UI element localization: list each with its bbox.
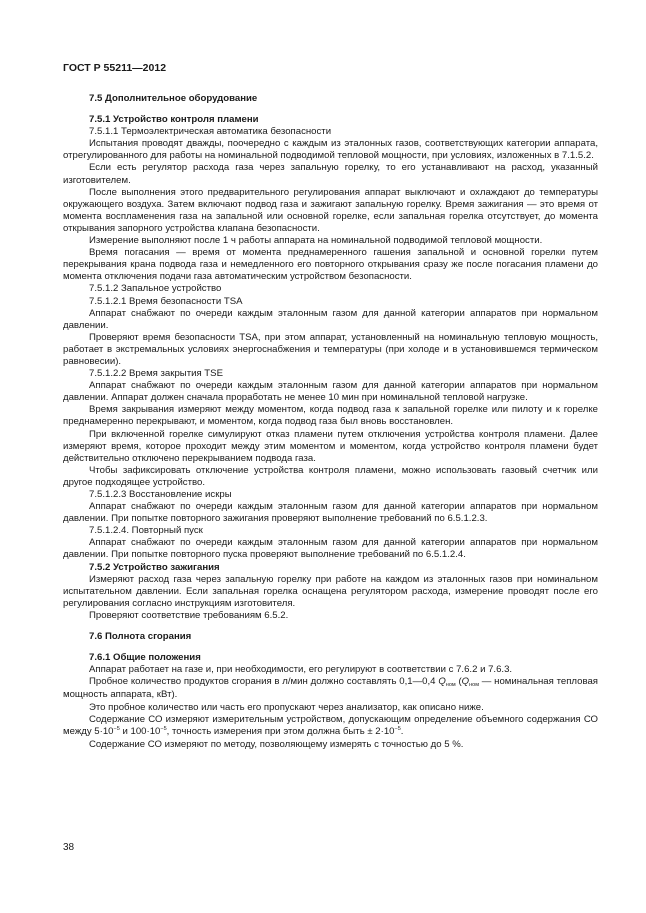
paragraph: Аппарат снабжают по очереди каждым эталонным газом для данной категории аппаратов при нормальном давлении. — [63, 307, 598, 331]
q-symbol: Q — [461, 676, 470, 688]
paragraph: Время погасания — время от момента преднамеренного гашения запальной и основной горелки путем перекрывания крана подвода газа и немедленного его повторного открывания сразу же после погасания пламени до момента отключения подачи газа автоматическим устройством безопасности. — [63, 247, 598, 283]
paragraph: Аппарат снабжают по очереди каждым эталонным газом для данной категории аппаратов при нормальном давлении. При попытке повторного пуска проверяют выполнение требований по 6.5.1.2.4. — [63, 537, 598, 561]
document-header: ГОСТ Р 55211—2012 — [63, 62, 167, 74]
paragraph: Содержание СО измеряют по методу, позволяющему измерять с точностью до 5 %. — [89, 738, 464, 750]
q-subscript: ном — [469, 682, 480, 689]
subsection-7-5-1-2: 7.5.1.2 Запальное устройство — [89, 283, 222, 295]
subsection-7-5-1-2-1: 7.5.1.2.1 Время безопасности TSA — [89, 295, 243, 307]
exponent: −5 — [160, 725, 167, 732]
paragraph: Это пробное количество или часть его пропускают через анализатор, как описано ниже. — [89, 701, 484, 713]
subsection-7-5-1-2-4: 7.5.1.2.4. Повторный пуск — [89, 525, 203, 537]
paragraph: Аппарат снабжают по очереди каждым эталонным газом для данной категории аппаратов при нормальном давлении. При попытке повторного зажигания проверяют выполнение требований по 6.5.1.2.3. — [63, 501, 598, 525]
document-body — [63, 93, 598, 751]
paragraph: Проверяют соответствие требованиям 6.5.2. — [89, 609, 289, 621]
subsection-heading-7-5-2: 7.5.2 Устройство зажигания — [89, 561, 220, 573]
paragraph: Испытания проводят дважды, поочередно с каждым из эталонных газов, соответствующих категории аппарата, отрегулированного для работы на номинальной подводимой тепловой мощности, при условиях, изложенных в 7.1.5.2. — [63, 138, 598, 162]
paragraph: Аппарат работает на газе и, при необходимости, его регулируют в соответствии с 7.6.2 и 7.6.3. — [89, 664, 513, 676]
paragraph-co-measurement: Содержание СО измеряют измерительным устройством, допускающим определение объемного содержания СО между $5\cdot 10^{-5}$ и $100\cdot 10^{-5}$, точность измерения при этом должна быть ± $2\cdot 10^{-5}$. — [63, 713, 598, 737]
section-heading-7-5: 7.5 Дополнительное оборудование — [89, 93, 258, 104]
paragraph: Время закрывания измеряют между моментом, когда подвод газа к запальной горелке или пилоту и к горелке преднамеренно перекрывают, и моментом, когда подвод газа был вновь восстановлен. — [63, 404, 598, 428]
paragraph: Если есть регулятор расхода газа через запальную горелку, то его устанавливают на расход, указанный изготовителем. — [63, 162, 598, 186]
paragraph: Аппарат снабжают по очереди каждым эталонным газом для данной категории аппаратов при нормальном давлении. Аппарат должен сначала проработать не менее 10 мин при номинальной тепловой нагрузке. — [63, 380, 598, 404]
paragraph: Измерение выполняют после 1 ч работы аппарата на номинальной подводимой тепловой мощности. — [89, 235, 543, 247]
subsection-7-5-1-2-3: 7.5.1.2.3 Восстановление искры — [89, 489, 232, 500]
section-heading-7-6: 7.6 Полнота сгорания — [89, 631, 192, 643]
subsection-7-5-1-1: 7.5.1.1 Термоэлектрическая автоматика безопасности — [89, 126, 332, 138]
paragraph-sample-quantity: Пробное количество продуктов сгорания в л/мин должно составлять 0,1—0,4 $Q_{ном}$ ($Q_{ном}$ — номинальная тепловая мощность аппарата, кВт). — [63, 676, 598, 701]
paragraph: При включенной горелке симулируют отказ пламени путем отключения устройства контроля пламени. Далее измеряют время, которое проходит между этим моментом и моментом, когда устройство контроля пламени будет действительно отключено перекрыванием подвода газа. — [63, 428, 598, 464]
subsection-heading-7-5-1: 7.5.1 Устройство контроля пламени — [89, 114, 259, 126]
exponent: −5 — [394, 725, 401, 732]
q-subscript: ном — [445, 682, 456, 689]
exponent: −5 — [113, 725, 120, 732]
subsection-heading-7-6-1: 7.6.1 Общие положения — [89, 652, 201, 664]
paragraph: Измеряют расход газа через запальную горелку при работе на каждом из эталонных газов при номинальном испытательном давлении. Если запальная горелка оснащена регулятором расхода, измерение проводят после его регулирования согласно инструкциям изготовителя. — [63, 573, 598, 609]
paragraph: Проверяют время безопасности TSA, при этом аппарат, установленный на номинальную тепловую мощность, работает в экстремальных условиях энергоснабжения и температуры (при холоде и в установившемся термическом равновесии). — [63, 331, 598, 367]
paragraph: После выполнения этого предварительного регулирования аппарат выключают и охлаждают до температуры окружающего воздуха. Затем включают подвод газа и зажигают запальную горелку. Время зажигания — это время от момента воспламенения газа на запальной или основной горелке, если запальная горелка отсутствует, до момента открывания запорного устройства клапана безопасности. — [63, 186, 598, 234]
paragraph: Чтобы зафиксировать отключение устройства контроля пламени, можно использовать газовый счетчик или другое подходящее устройство. — [63, 464, 598, 488]
page-number: 38 — [63, 842, 75, 853]
subsection-7-5-1-2-2: 7.5.1.2.2 Время закрытия TSE — [89, 368, 223, 380]
q-symbol: Q — [438, 676, 446, 688]
